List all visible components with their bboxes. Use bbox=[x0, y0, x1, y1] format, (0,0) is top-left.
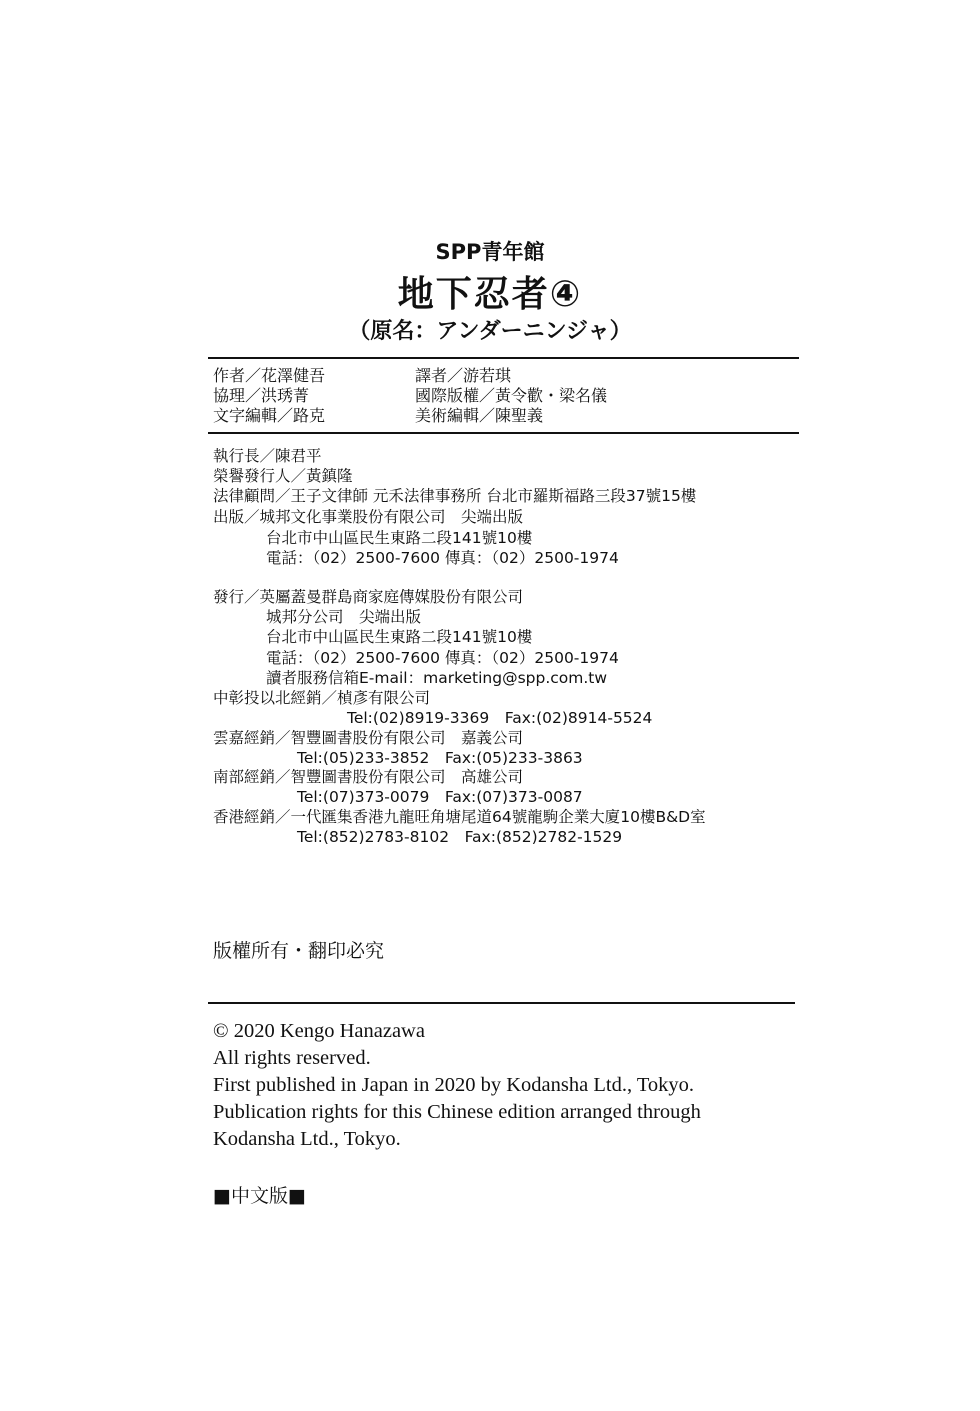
info-line: Tel:(07)373-0079 Fax:(07)373-0087 bbox=[297, 788, 583, 806]
edition-label: ■中文版■ bbox=[213, 1185, 306, 1207]
credit-international-rights: 國際版權／黃令歡・梁名儀 bbox=[415, 386, 608, 405]
info-line: 台北市中山區民生東路二段141號10樓 bbox=[266, 628, 533, 646]
original-title: （原名：アンダーニンジャ） bbox=[348, 319, 632, 344]
top-divider bbox=[208, 357, 799, 359]
english-line: Publication rights for this Chinese edition arranged through bbox=[213, 1101, 701, 1123]
book-title: 地下忍者④ bbox=[397, 274, 583, 315]
english-line: All rights reserved. bbox=[213, 1047, 371, 1069]
english-line: © 2020 Kengo Hanazawa bbox=[213, 1020, 425, 1042]
info-line: 電話：（02）2500-7600 傳真：（02）2500-1974 bbox=[266, 549, 619, 567]
credit-text-editor: 文字編輯／路克 bbox=[213, 406, 326, 425]
rights-notice: 版權所有・翻印必究 bbox=[213, 940, 385, 962]
info-line: 榮譽發行人／黃鎮隆 bbox=[213, 467, 353, 485]
credit-translator: 譯者／游若琪 bbox=[415, 366, 512, 385]
info-line: 中彰投以北經銷／楨彥有限公司 bbox=[213, 689, 431, 707]
info-line: 雲嘉經銷／智豐圖書股份有限公司 嘉義公司 bbox=[213, 729, 524, 747]
english-line: First published in Japan in 2020 by Kodansha Ltd., Tokyo. bbox=[213, 1074, 695, 1096]
info-line: 發行／英屬蓋曼群島商家庭傳媒股份有限公司 bbox=[213, 588, 524, 606]
info-line: Tel:(05)233-3852 Fax:(05)233-3863 bbox=[297, 749, 583, 767]
info-line: 香港經銷／一代匯集香港九龍旺角塘尾道64號龍駒企業大廈10樓B&D室 bbox=[213, 808, 706, 826]
info-line: Tel:(02)8919-3369 Fax:(02)8914-5524 bbox=[347, 709, 653, 727]
info-line: 執行長／陳君平 bbox=[213, 447, 322, 465]
credits-divider bbox=[208, 432, 799, 434]
info-line: 電話：（02）2500-7600 傳真：（02）2500-1974 bbox=[266, 649, 619, 667]
info-line: 讀者服務信箱E-mail：marketing@spp.com.tw bbox=[266, 669, 608, 687]
info-line: 台北市中山區民生東路二段141號10樓 bbox=[266, 529, 533, 547]
english-line: Kodansha Ltd., Tokyo. bbox=[213, 1128, 401, 1150]
info-line: 城邦分公司 尖端出版 bbox=[266, 608, 422, 626]
info-line: 南部經銷／智豐圖書股份有限公司 高雄公司 bbox=[213, 768, 524, 786]
info-line: Tel:(852)2783-8102 Fax:(852)2782-1529 bbox=[297, 828, 623, 846]
bottom-divider bbox=[208, 1002, 795, 1004]
credit-assistant-manager: 協理／洪琇菁 bbox=[213, 386, 310, 405]
info-line: 出版／城邦文化事業股份有限公司 尖端出版 bbox=[213, 508, 524, 526]
info-line: 法律顧問／王子文律師 元禾法律事務所 台北市羅斯福路三段37號15樓 bbox=[213, 487, 697, 505]
credit-art-editor: 美術編輯／陳聖義 bbox=[415, 406, 544, 425]
series-name: SPP青年館 bbox=[435, 240, 545, 264]
credit-author: 作者／花澤健吾 bbox=[213, 366, 326, 385]
